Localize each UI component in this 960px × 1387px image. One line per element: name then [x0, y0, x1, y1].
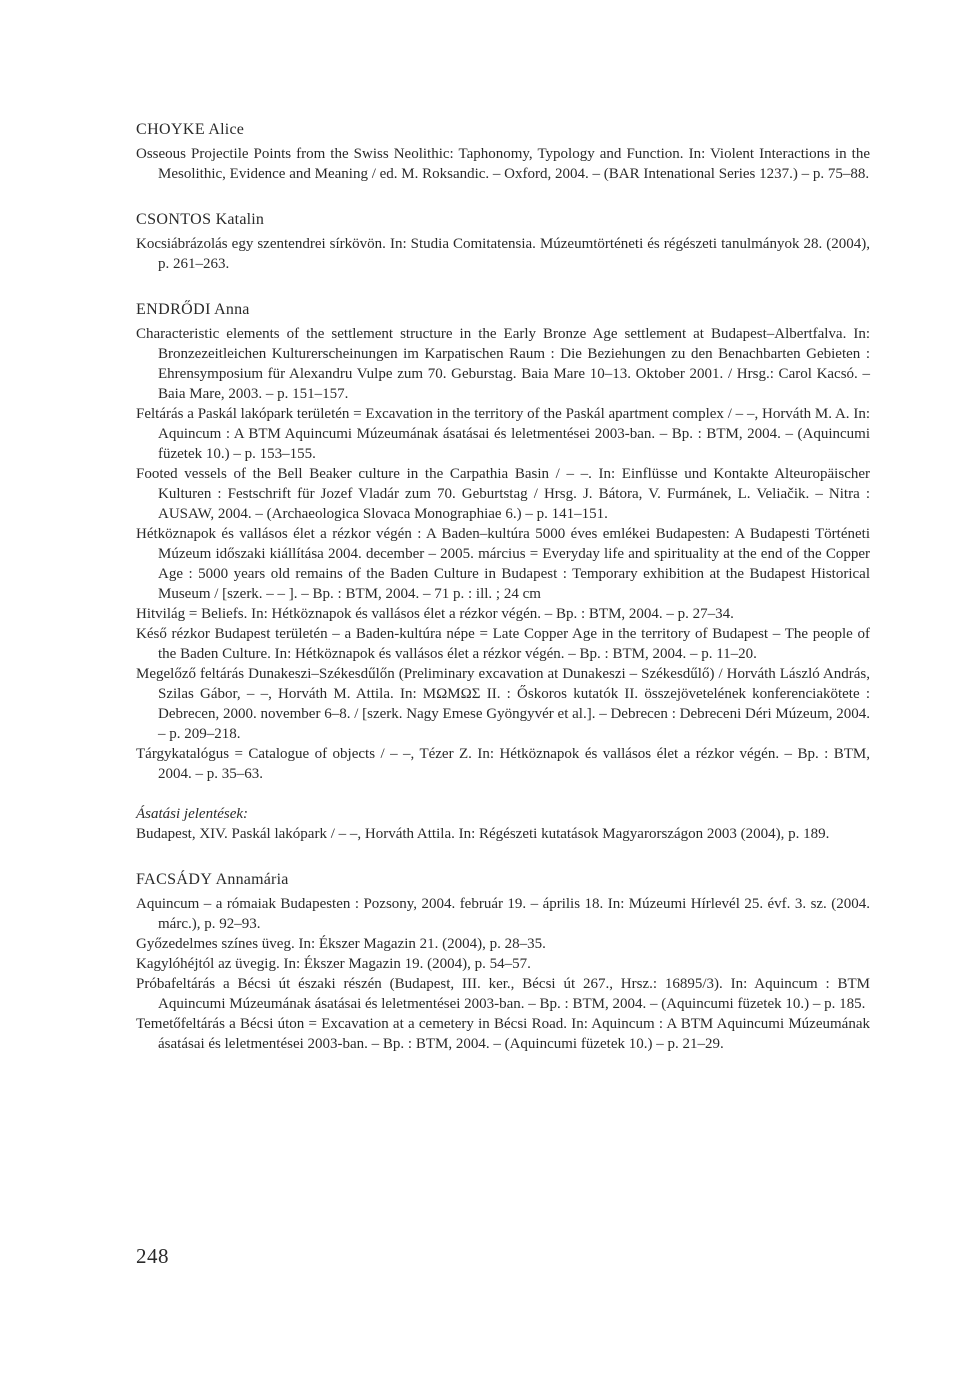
bibliography-entry: Characteristic elements of the settlement structure in the Early Bronze Age settlement at Budapest–Albertfalva. In: Bronzezeitleichen Kulturerscheinungen im Karpatischen Raum : Die Beziehungen zu den Benachbarten Gebieten : Ehrensymposium für Alexandru Vulpe zum 70. Geburstag. Baia Mare 10–13. Oktober 2001. / Hrsg.: Carol Kacsó. – Baia Mare, 2003. – p. 151–157. [136, 326, 870, 402]
author-surname: ENDRŐDI [136, 301, 211, 318]
author-heading [136, 870, 870, 890]
bibliography-entry: Tárgykatalógus = Catalogue of objects / – –, Tézer Z. In: Hétköznapok és vallásos élet a rézkor végén. – Bp. : BTM, 2004. – p. 35–63. [136, 746, 870, 782]
bibliography-entry: Késő rézkor Budapest területén – a Baden-kultúra népe = Late Copper Age in the territory of Budapest – The people of the Baden Culture. In: Hétköznapok és vallásos élet a rézkor végén. – Bp. : BTM, 2004. – p. 11–20. [136, 626, 870, 662]
author-heading [136, 210, 870, 230]
author-heading [136, 120, 870, 140]
bibliography-entry: Győzedelmes színes üveg. In: Ékszer Magazin 21. (2004), p. 28–35. [136, 936, 546, 952]
author-section-choyke [136, 120, 870, 184]
author-surname: CSONTOS [136, 211, 212, 228]
bibliography-entry: Footed vessels of the Bell Beaker culture in the Carpathia Basin / – –. In: Einflüsse und Kontakte Alteuropäischer Kulturen : Festschrift für Jozef Vladár zum 70. Geburtstag / Hrsg. J. Bátora, V. Furmánek, L. Veliačik. – Nitra : AUSAW, 2004. – (Archaeologica Slovaca Monographiae 6.) – p. 141–151. [136, 466, 870, 522]
author-section-facsady [136, 870, 870, 1054]
author-heading [136, 300, 870, 320]
author-section-endrodi [136, 300, 870, 844]
author-given-name: Anna [214, 301, 250, 318]
bibliography-entry: Megelőző feltárás Dunakeszi–Székesdűlőn (Preliminary excavation at Dunakeszi – Székesdűlő) / Horváth László András, Szilas Gábor, – –, Horváth M. Attila. In: ΜΩΜΩΣ II. : Őskoros kutatók II. összejövetelének konferenciakötete : Debrecen, 2000. november 6–8. / [szerk. Nagy Emese Gyöngyvér et al.]. – Debrecen : Debreceni Déri Múzeum, 2004. – p. 209–218. [136, 666, 870, 742]
author-surname: CHOYKE [136, 121, 206, 138]
bibliography-entry: Hétköznapok és vallásos élet a rézkor végén : A Baden–kultúra 5000 éves emlékei Budapesten: A Budapesti Történeti Múzeum időszaki kiállítása 2004. december – 2005. március = Everyday life and spirituality at the end of the Copper Age : 5000 years old remains of the Baden Culture in Budapest : Temporary exhibition at the Budapest Historical Museum / [szerk. – – ]. – Bp. : BTM, 2004. – 71 p. : ill. ; 24 cm [136, 526, 870, 602]
author-given-name: Katalin [215, 211, 265, 228]
bibliography-entry: Feltárás a Paskál lakópark területén = Excavation in the territory of the Paskál apartment complex / – –, Horváth M. A. In: Aquincum : A BTM Aquincumi Múzeumának ásatásai és leletmentései 2003-ban. – Bp. : BTM, 2004. – (Aquincumi füzetek 10.) – p. 153–155. [136, 406, 870, 462]
author-given-name: Alice [208, 121, 245, 138]
bibliography-entry: Osseous Projectile Points from the Swiss Neolithic: Taphonomy, Typology and Function. In: Violent Interactions in the Mesolithic, Evidence and Meaning / ed. M. Roksandic. – Oxford, 2004. – (BAR Intenational Series 1237.) – p. 75–88. [136, 146, 870, 182]
bibliography-page [136, 120, 870, 1080]
bibliography-entry: Aquincum – a rómaiak Budapesten : Pozsony, 2004. február 19. – április 18. In: Múzeumi Hírlevél 25. évf. 3. sz. (2004. márc.), p. 92–93. [136, 896, 870, 932]
bibliography-entry: Temetőfeltárás a Bécsi úton = Excavation at a cemetery in Bécsi Road. In: Aquincum : A BTM Aquincumi Múzeumának ásatásai és leletmentései 2003-ban. – Bp. : BTM, 2004. – (Aquincumi füzetek 10.) – p. 21–29. [136, 1016, 870, 1052]
author-section-csontos [136, 210, 870, 274]
bibliography-entry: Kagylóhéjtól az üvegig. In: Ékszer Magazin 19. (2004), p. 54–57. [136, 956, 531, 972]
bibliography-entry: Budapest, XIV. Paskál lakópark / – –, Horváth Attila. In: Régészeti kutatások Magyarországon 2003 (2004), p. 189. [136, 826, 830, 842]
bibliography-entry: Kocsiábrázolás egy szentendrei sírkövön. In: Studia Comitatensia. Múzeumtörténeti és régészeti tanulmányok 28. (2004), p. 261–263. [136, 236, 870, 272]
page-number: 248 [136, 1244, 169, 1268]
author-surname: FACSÁDY [136, 871, 213, 888]
author-given-name: Annamária [215, 871, 289, 888]
subheading-excavation-reports: Ásatási jelentések: [136, 806, 249, 822]
bibliography-entry: Próbafeltárás a Bécsi út északi részén (Budapest, III. ker., Bécsi út 267., Hrsz.: 16895/3). In: Aquincum : BTM Aquincumi Múzeumának ásatásai és leletmentései 2003-ban. – Bp. : BTM, 2004. – (Aquincumi füzetek 10.) – p. 185. [136, 976, 870, 1012]
bibliography-entry: Hitvilág = Beliefs. In: Hétköznapok és vallásos élet a rézkor végén. – Bp. : BTM, 2004. – p. 27–34. [136, 606, 734, 622]
